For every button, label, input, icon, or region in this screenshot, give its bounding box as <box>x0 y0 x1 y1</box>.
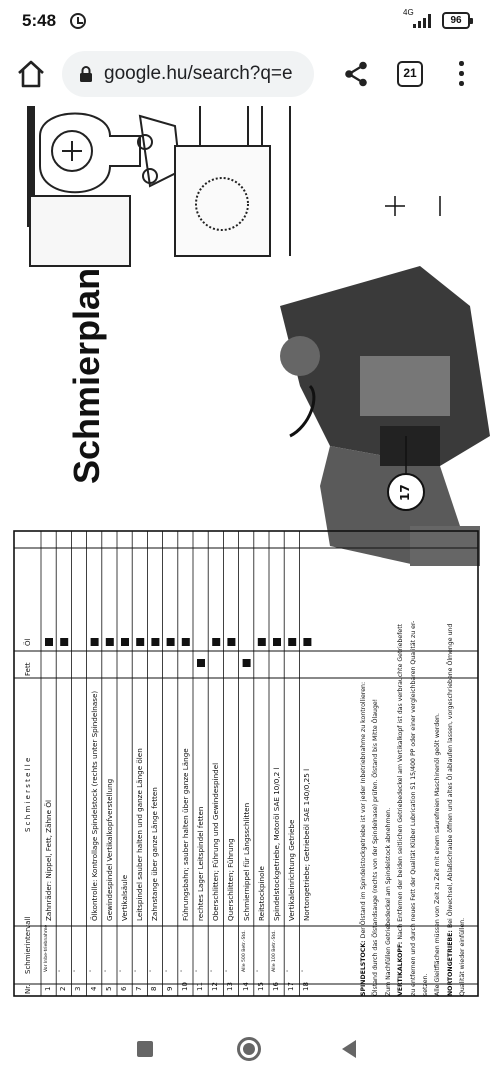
oil-mark <box>121 638 129 646</box>
row-station: Zahnräder: Nippel, Fett, Zähne Öl <box>44 800 53 921</box>
battery-icon: 96 <box>442 12 470 29</box>
address-bar[interactable] <box>62 51 314 97</box>
note-text: Alle Gleitflächen müssen von Zeit zu Zeit mit einem säurefreien Maschinenöl geölt werden. <box>434 713 442 996</box>
recents-button[interactable] <box>137 1041 153 1057</box>
row-nr: 6 <box>120 986 128 991</box>
oil-mark <box>136 638 144 646</box>
page-content[interactable] <box>0 106 498 1018</box>
header-oil: Öl <box>24 638 32 646</box>
row-interval: " <box>120 969 125 972</box>
grease-mark <box>197 659 205 667</box>
note-line <box>385 808 392 996</box>
row-station: Reitstockpinole <box>256 866 266 921</box>
share-icon[interactable] <box>344 61 368 87</box>
row-station: rechtes Lager Leitspindel fetten <box>196 806 205 921</box>
oil-mark <box>212 638 220 646</box>
row-station: Gewindespindel Vertikalkopfverstellung <box>104 778 114 921</box>
row-nr: 3 <box>74 986 83 991</box>
row-station: Querschlitten; Führung <box>226 838 236 921</box>
signal-icon <box>413 14 431 28</box>
row-nr: 15 <box>256 982 265 991</box>
tab-switcher-button[interactable]: 21 <box>397 61 423 87</box>
row-nr: 18 <box>302 982 311 991</box>
row-interval: " <box>165 969 171 972</box>
row-station: Vertikaleinrichtung Getriebe <box>287 819 297 921</box>
row-nr: 8 <box>150 986 159 991</box>
oil-mark <box>167 638 175 646</box>
note-line <box>447 624 454 996</box>
note-label: VERTIKALKOPF: <box>397 939 405 996</box>
row-interval: " <box>74 969 80 972</box>
browser-toolbar <box>0 44 498 106</box>
note-label: NORTONGETRIEBE: <box>446 928 454 996</box>
lubrication-table-grid <box>14 531 478 996</box>
oil-mark <box>227 638 235 646</box>
row-interval: " <box>150 969 156 972</box>
url-text[interactable]: google.hu/search?q=e <box>104 63 293 84</box>
header-interval: Schmierintervall <box>24 916 32 974</box>
network-label: 4G <box>403 8 414 17</box>
note-text: Nach Entfernen der beiden seitlichen Getriebedeckel am Vertikalkopf ist das verbrauchte Getriebefett <box>397 623 405 940</box>
row-interval: " <box>180 969 186 972</box>
row-station: Vertikalsäule <box>120 874 129 921</box>
row-interval: " <box>135 969 141 972</box>
callout-number: 17 <box>398 484 412 501</box>
row-interval: " <box>89 969 95 972</box>
oil-mark <box>303 638 311 646</box>
note-line <box>372 699 379 996</box>
row-station: Ölkontrolle: Kontrollage Spindelstock (rechts unter Spindelnase) <box>89 690 99 921</box>
row-interval: " <box>287 969 293 972</box>
row-interval: Alle 500 Betr.-Std. <box>241 930 247 972</box>
back-button[interactable] <box>342 1040 356 1058</box>
note-line <box>360 682 367 996</box>
overflow-menu-icon[interactable] <box>452 61 470 87</box>
row-interval: " <box>211 969 217 972</box>
row-nr: 7 <box>135 986 144 991</box>
row-station: Spindelstockgetriebe, Motoröl SAE 10/0,2 l <box>272 767 281 921</box>
grease-mark <box>243 659 251 667</box>
oil-mark <box>273 638 281 646</box>
row-nr: 10 <box>180 982 189 991</box>
lock-icon <box>79 66 93 82</box>
oil-mark <box>288 638 296 646</box>
oil-mark <box>106 638 114 646</box>
note-text: Qualität wieder einfüllen. <box>459 917 467 996</box>
note-text: Bei Ölwechsel, Ablaßschraube öffnen und altes Öl ablaufen lassen, vorgeschriebene Ölmenge und <box>446 623 454 929</box>
row-nr: 1 <box>44 986 52 991</box>
row-nr: 5 <box>104 986 113 991</box>
row-nr: 9 <box>165 986 174 991</box>
oil-mark <box>182 638 190 646</box>
note-text: Der Ölstand im Spindelstockgetriebe ist vor jeder Inbetriebnahme zu kontrollieren: <box>360 681 367 939</box>
header-grease: Fett <box>24 662 32 676</box>
note-line <box>422 974 429 996</box>
header-nr: Nr. <box>24 984 32 994</box>
home-icon[interactable] <box>16 59 46 89</box>
row-station: Nortongetriebe; Getriebeöl SAE 140/0,25 l <box>302 768 312 921</box>
row-nr: 4 <box>89 986 98 991</box>
row-interval: " <box>59 969 65 972</box>
status-bar <box>0 0 498 44</box>
header-station: S c h m i e r s t e l l e <box>24 757 32 832</box>
note-text: Zum Nachfüllen Getriebedeckel am Spindelstock abnehmen. <box>384 807 392 996</box>
row-nr: 12 <box>211 982 220 991</box>
note-line <box>434 713 441 996</box>
row-station: Oberschlitten; Führung und Gewindespindel <box>211 762 221 921</box>
row-nr: 13 <box>226 982 235 991</box>
alarm-icon <box>70 13 86 29</box>
note-label: SPINDELSTOCK: <box>360 938 367 996</box>
machine-photo <box>280 266 490 566</box>
row-interval: " <box>256 969 262 972</box>
note-text: setzen. <box>422 973 429 996</box>
oil-mark <box>91 638 99 646</box>
status-time: 5:48 <box>22 11 57 30</box>
note-line <box>459 918 466 996</box>
row-nr: 16 <box>272 982 280 991</box>
home-button[interactable] <box>237 1037 261 1061</box>
row-interval: " <box>104 969 110 972</box>
row-nr: 17 <box>287 982 296 991</box>
row-station: Leitspindel sauber halten und ganze Länge ölen <box>135 748 145 921</box>
oil-mark <box>60 638 68 646</box>
machine-drawing <box>28 106 290 266</box>
system-nav-bar <box>0 1018 498 1080</box>
note-text: zu entfernen und durch neues Fett der Qualität Klüber Lubrication S1 15/400 PP oder einer vergleichbaren Qualität zu er- <box>409 620 417 996</box>
row-station: Schmiernippel für Längsschlitten <box>241 802 251 921</box>
note-line <box>397 624 404 996</box>
oil-mark <box>151 638 159 646</box>
note-text: Ölstand durch das Ölstandsauge (rechts von der Spindelnase) prüfen. Ölstand bis Mitte Ölauge! <box>372 698 380 996</box>
row-station: Zahnstange über ganze Länge fetten <box>150 787 160 921</box>
row-interval: " <box>196 969 201 972</box>
oil-mark <box>45 638 53 646</box>
row-nr: 2 <box>59 986 68 991</box>
row-interval: Vor Inbe-triebnahme <box>44 924 49 972</box>
document-title: Schmierplan <box>66 267 107 484</box>
note-line <box>410 621 417 996</box>
row-interval: " <box>226 969 232 972</box>
row-nr: 14 <box>241 982 250 991</box>
row-nr: 11 <box>196 982 204 991</box>
row-interval: Alle 100 Betr.-Std. <box>272 930 277 972</box>
row-station: Führungsbahn; sauber halten über ganze Länge <box>180 748 190 921</box>
oil-mark <box>258 638 266 646</box>
row-interval: " <box>302 969 308 972</box>
